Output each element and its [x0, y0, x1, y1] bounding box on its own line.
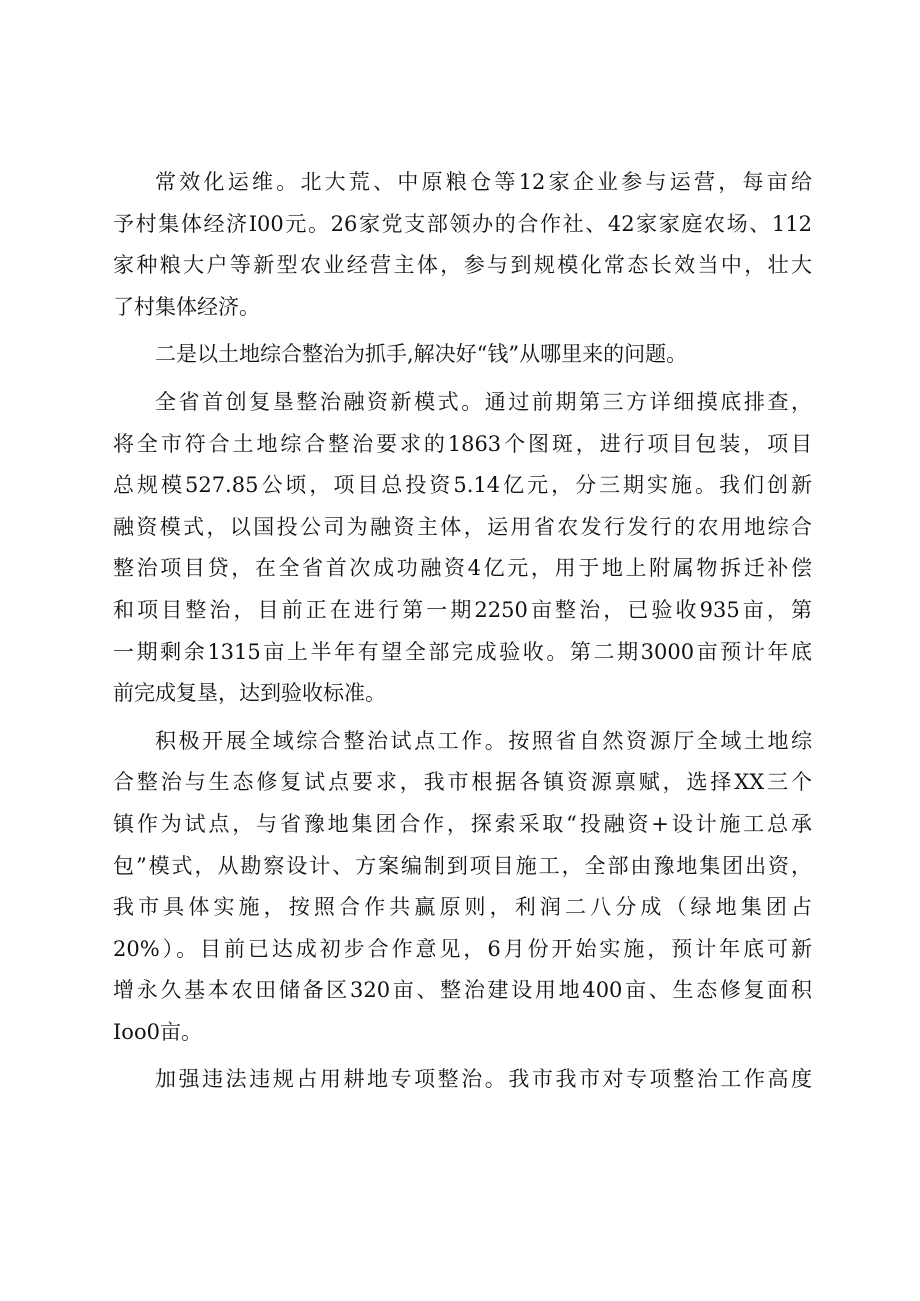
- text-line: 二是以土地综合整治为抓手,解决好“钱”从哪里来的问题。: [155, 342, 688, 367]
- document-page: [113, 162, 812, 1107]
- text-line: 予村集体经济I00元。26家党支部领办的合作社、42家家庭农场、112: [113, 211, 812, 236]
- text-line: 全省首创复垦整治融资新模式。通过前期第三方详细摸底排查，: [155, 389, 812, 414]
- paragraph-financing-model: [113, 382, 812, 715]
- text-line: 家种粮大户等新型农业经营主体，参与到规模化常态长效当中，壮大: [113, 253, 812, 278]
- text-line: 一期剩余1315亩上半年有望全部完成验收。第二期3000亩预计年底: [113, 639, 812, 664]
- paragraph-pilot-work: [113, 721, 812, 1054]
- text-line: 和项目整治，目前正在进行第一期2250亩整治，已验收935亩，第: [113, 597, 812, 622]
- text-line: 包”模式，从勘察设计、方案编制到项目施工，全部由豫地集团出资，: [113, 853, 812, 878]
- text-line: 合整治与生态修复试点要求，我市根据各镇资源禀赋，选择XX三个: [113, 770, 812, 795]
- text-line: 前完成复垦，达到验收标准。: [113, 681, 386, 706]
- text-line: 总规模527.85公顷，项目总投资5.14亿元，分三期实施。我们创新: [113, 473, 812, 498]
- paragraph-illegal-land-use: [113, 1059, 812, 1101]
- text-line: 20%）。目前已达成初步合作意见，6月份开始实施，预计年底可新: [113, 936, 812, 961]
- text-line: 镇作为试点，与省豫地集团合作，探索采取“投融资+设计施工总承: [113, 811, 812, 836]
- section-heading: [113, 334, 812, 376]
- paragraph-operations: [113, 162, 812, 328]
- text-line: 了村集体经济。: [113, 294, 260, 319]
- text-line: 融资模式，以国投公司为融资主体，运用省农发行发行的农用地综合: [113, 514, 812, 539]
- text-line: 整治项目贷，在全省首次成功融资4亿元，用于地上附属物拆迁补偿: [113, 556, 812, 581]
- text-line: Ioo0亩。: [113, 1019, 202, 1044]
- text-line: 将全市符合土地综合整治要求的1863个图斑，进行项目包装，项目: [113, 431, 812, 456]
- text-line: 积极开展全域综合整治试点工作。按照省自然资源厅全域土地综: [155, 728, 812, 753]
- text-line: 增永久基本农田储备区320亩、整治建设用地400亩、生态修复面积: [113, 978, 812, 1003]
- text-line: 我市具体实施，按照合作共赢原则，利润二八分成（绿地集团占: [113, 895, 812, 920]
- text-line: 常效化运维。北大荒、中原粮仓等12家企业参与运营，每亩给: [155, 170, 812, 194]
- text-line: 加强违法违规占用耕地专项整治。我市我市对专项整治工作高度: [155, 1067, 812, 1092]
